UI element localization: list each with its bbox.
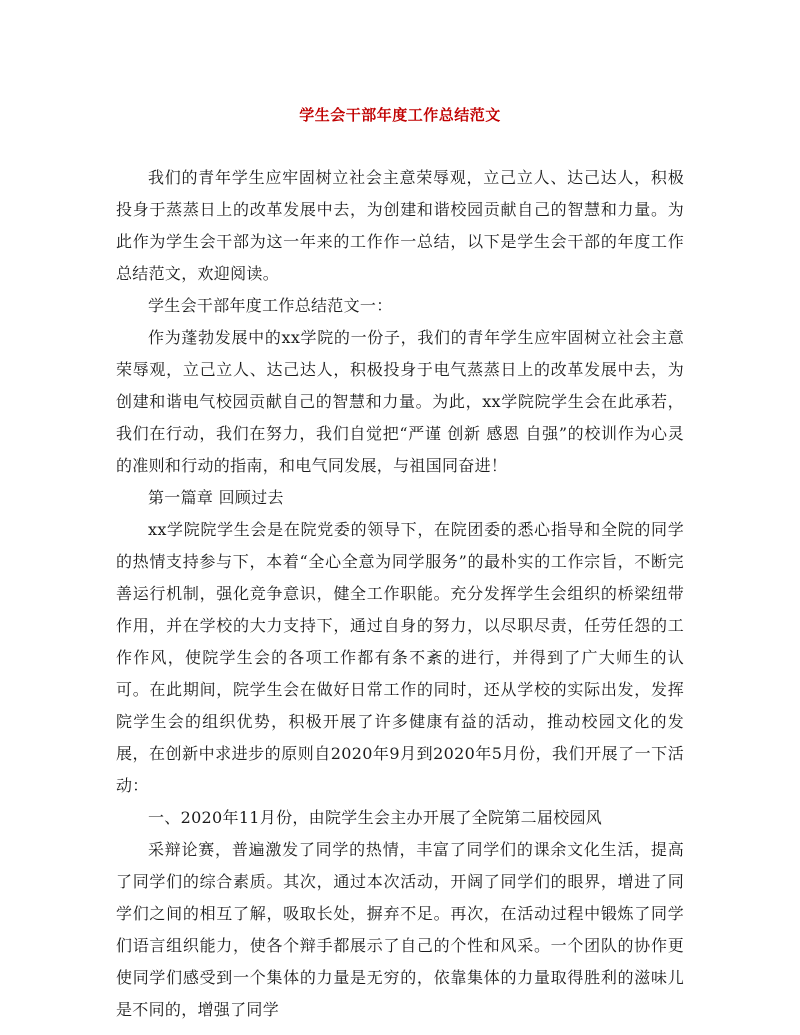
- paragraph-heading-one: 学生会干部年度工作总结范文一：: [148, 296, 393, 315]
- paragraph-intro: 我们的青年学生应牢固树立社会主意荣辱观，立己立人、达己达人，积极投身于蒸蒸日上的改革发展中去，为创建和谐校园贡献自己的智慧和力量。为此作为学生会干部为这一年来的工作作一总结，以下是学生会干部的年度工作总结范文，欢迎阅读。: [116, 168, 684, 283]
- paragraph-activity-one: 一、2020年11月份，由院学生会主办开展了全院第二届校园风: [148, 808, 603, 827]
- paragraph-pledge: 作为蓬勃发展中的xx学院的一份子，我们的青年学生应牢固树立社会主意荣辱观，立己立人、达己达人，积极投身于电气蒸蒸日上的改革发展中去，为创建和谐电气校园贡献自己的智慧和力量。为此，xx学院院学生会在此承若，我们在行动，我们在努力，我们自觉把“严谨 创新 感恩 自强”的校训作为心灵的准则和行动的指南，和电气同发展，与祖国同奋进！: [116, 328, 684, 475]
- document-body: [116, 162, 684, 1026]
- paragraph-review: xx学院院学生会是在院党委的领导下，在院团委的悉心指导和全院的同学的热情支持参与下，本着“全心全意为同学服务”的最朴实的工作宗旨，不断完善运行机制，强化竞争意识，健全工作职能。充分发挥学生会组织的桥梁纽带作用，并在学校的大力支持下，通过自身的努力，以尽职尽责，任劳任怨的工作作风，使院学生会的各项工作都有条不紊的进行，并得到了广大师生的认可。在此期间，院学生会在做好日常工作的同时，还从学校的实际出发，发挥院学生会的组织优势，积极开展了许多健康有益的活动，推动校园文化的发展，在创新中求进步的原则自2020年9月到2020年5月份，我们开展了一下活动：: [116, 520, 684, 795]
- paragraph-debate-results: 采辩论赛，普遍激发了同学的热情，丰富了同学们的课余文化生活，提高了同学们的综合素质。其次，通过本次活动，开阔了同学们的眼界，增进了同学们之间的相互了解，吸取长处，摒弃不足。再次，在活动过程中锻炼了同学们语言组织能力，使各个辩手都展示了自己的个性和风采。一个团队的协作更使同学们感受到一个集体的力量是无穷的，依靠集体的力量取得胜利的滋味儿是不同的，增强了同学: [116, 840, 684, 1019]
- document-title: 学生会干部年度工作总结范文: [299, 106, 501, 124]
- paragraph-chapter-heading: 第一篇章 回顾过去: [148, 488, 284, 507]
